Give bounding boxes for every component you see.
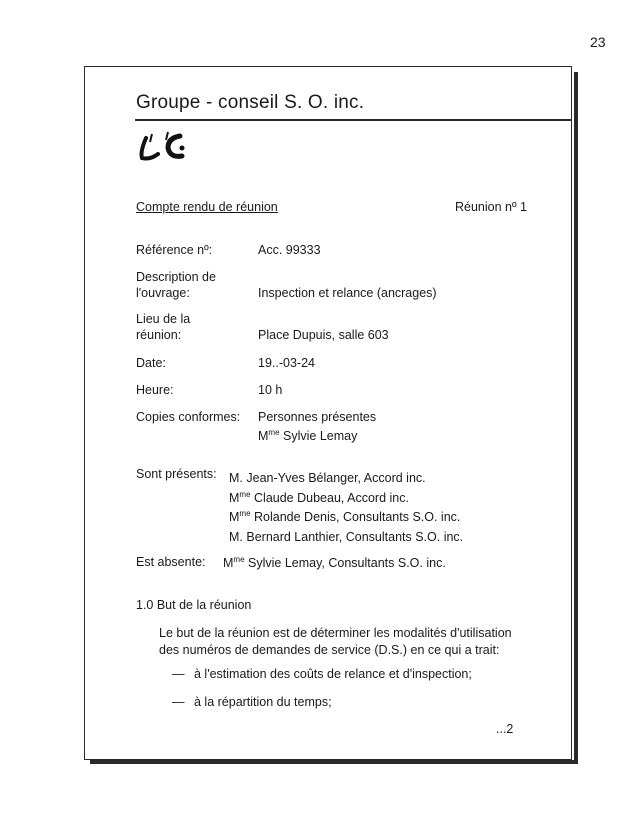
desc-value: Inspection et relance (ancrages) bbox=[258, 286, 437, 300]
time-label: Heure: bbox=[136, 383, 174, 397]
bullet-dash: — bbox=[172, 667, 185, 681]
place-label-line1: Lieu de la bbox=[136, 312, 191, 326]
bullet-dash: — bbox=[172, 695, 185, 709]
meeting-number: Réunion nº 1 bbox=[455, 200, 527, 214]
ref-label: Référence nº: bbox=[136, 243, 213, 257]
absent-value: $M^{me}$ Sylvie Lemay, Consultants S.O. inc. bbox=[223, 555, 446, 570]
date-label: Date: bbox=[136, 356, 166, 370]
page-number: 23 bbox=[590, 34, 606, 50]
desc-label-line1: Description de bbox=[136, 270, 216, 284]
copies-sup: me bbox=[268, 428, 280, 437]
copies-prefix: M bbox=[258, 429, 269, 443]
frame-shadow-bottom bbox=[90, 760, 578, 764]
bullet-text: à l'estimation des coûts de relance et d'inspection; bbox=[194, 667, 472, 681]
absent-label: Est absente: bbox=[136, 555, 206, 569]
present-label: Sont présents: bbox=[136, 467, 217, 481]
time-value: 10 h bbox=[258, 383, 283, 397]
present-list bbox=[229, 467, 463, 545]
desc-label-line2: l'ouvrage: bbox=[136, 286, 190, 300]
copies-value-line1: Personnes présentes bbox=[258, 410, 377, 424]
place-value: Place Dupuis, salle 603 bbox=[258, 328, 389, 342]
company-logo bbox=[136, 128, 190, 169]
place-label-line2: réunion: bbox=[136, 328, 182, 342]
document-title: Compte rendu de réunion bbox=[136, 200, 278, 214]
frame-shadow-right bbox=[574, 72, 578, 763]
company-name: Groupe - conseil S. O. inc. bbox=[136, 92, 365, 113]
section-paragraph: Le but de la réunion est de déterminer les modalités d'utilisation des numéros de demandes de service (D.S.) en ce qui a trait: bbox=[159, 626, 512, 657]
copies-value-line2 bbox=[258, 425, 357, 444]
header-rule bbox=[135, 119, 572, 121]
continuation-marker: ...2 bbox=[496, 722, 514, 736]
section-title: 1.0 But de la réunion bbox=[136, 598, 252, 612]
ref-value: Acc. 99333 bbox=[258, 243, 321, 257]
present-person: M. Bernard Lanthier, Consultants S.O. inc. bbox=[229, 529, 464, 544]
present-person: $M^{me}$ Claude Dubeau, Accord inc. bbox=[229, 489, 409, 505]
bullet-text: à la répartition du temps; bbox=[194, 695, 332, 709]
present-person: $M^{me}$ Rolande Denis, Consultants S.O. inc. bbox=[229, 509, 461, 524]
present-person: M. Jean-Yves Bélanger, Accord inc. bbox=[229, 471, 426, 485]
copies-name: Sylvie Lemay bbox=[279, 429, 358, 443]
date-value: 19..-03-24 bbox=[258, 356, 315, 370]
copies-label: Copies conformes: bbox=[136, 410, 241, 424]
